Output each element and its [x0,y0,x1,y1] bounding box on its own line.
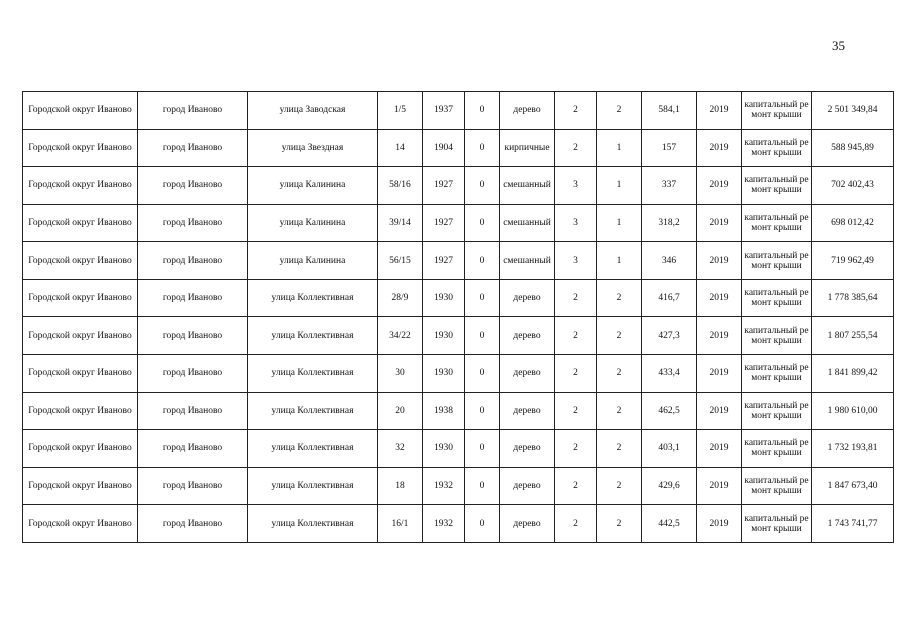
district-cell: Городской округ Иваново [23,279,138,317]
wall-material-cell: дерево [500,430,555,468]
repair-year-cell: 2019 [697,505,742,543]
district-cell: Городской округ Иваново [23,505,138,543]
table-row [23,167,894,205]
floors-cell: 3 [555,242,597,280]
city-cell: город Иваново [138,167,248,205]
city-cell: город Иваново [138,129,248,167]
zero-cell: 0 [465,279,500,317]
cost-cell: 1 778 385,64 [812,279,894,317]
area-cell: 442,5 [642,505,697,543]
city-cell: город Иваново [138,92,248,130]
district-cell: Городской округ Иваново [23,167,138,205]
street-cell: улица Калинина [248,167,378,205]
area-cell: 157 [642,129,697,167]
floors-cell: 2 [555,505,597,543]
table-row [23,505,894,543]
work-type-cell: капитальный ремонт крыши [742,392,812,430]
cost-cell: 719 962,49 [812,242,894,280]
house-number-cell: 32 [378,430,423,468]
street-cell: улица Коллективная [248,467,378,505]
district-cell: Городской округ Иваново [23,129,138,167]
zero-cell: 0 [465,392,500,430]
build-year-cell: 1937 [423,92,465,130]
floors-cell: 2 [555,430,597,468]
district-cell: Городской округ Иваново [23,430,138,468]
cost-cell: 1 980 610,00 [812,392,894,430]
district-cell: Городской округ Иваново [23,204,138,242]
wall-material-cell: дерево [500,505,555,543]
repair-year-cell: 2019 [697,430,742,468]
entrances-cell: 1 [597,204,642,242]
table-body [23,92,894,543]
repair-year-cell: 2019 [697,92,742,130]
wall-material-cell: дерево [500,355,555,393]
wall-material-cell: смешанный [500,204,555,242]
floors-cell: 3 [555,204,597,242]
repair-year-cell: 2019 [697,392,742,430]
zero-cell: 0 [465,467,500,505]
build-year-cell: 1932 [423,467,465,505]
table-row [23,392,894,430]
entrances-cell: 2 [597,355,642,393]
district-cell: Городской округ Иваново [23,317,138,355]
build-year-cell: 1927 [423,204,465,242]
wall-material-cell: дерево [500,317,555,355]
repair-year-cell: 2019 [697,317,742,355]
area-cell: 337 [642,167,697,205]
city-cell: город Иваново [138,505,248,543]
zero-cell: 0 [465,129,500,167]
build-year-cell: 1938 [423,392,465,430]
area-cell: 416,7 [642,279,697,317]
table-row [23,129,894,167]
build-year-cell: 1904 [423,129,465,167]
city-cell: город Иваново [138,317,248,355]
work-type-cell: капитальный ремонт крыши [742,167,812,205]
house-number-cell: 14 [378,129,423,167]
build-year-cell: 1932 [423,505,465,543]
street-cell: улица Коллективная [248,279,378,317]
house-number-cell: 58/16 [378,167,423,205]
cost-cell: 1 743 741,77 [812,505,894,543]
wall-material-cell: дерево [500,467,555,505]
city-cell: город Иваново [138,279,248,317]
street-cell: улица Коллективная [248,505,378,543]
page-number: 35 [832,38,845,53]
build-year-cell: 1930 [423,317,465,355]
repair-year-cell: 2019 [697,242,742,280]
street-cell: улица Калинина [248,242,378,280]
table-row [23,430,894,468]
area-cell: 462,5 [642,392,697,430]
city-cell: город Иваново [138,467,248,505]
wall-material-cell: кирпичные [500,129,555,167]
cost-cell: 588 945,89 [812,129,894,167]
house-number-cell: 34/22 [378,317,423,355]
table-row [23,92,894,130]
floors-cell: 2 [555,467,597,505]
entrances-cell: 2 [597,92,642,130]
table-row [23,317,894,355]
table-row [23,467,894,505]
entrances-cell: 2 [597,392,642,430]
area-cell: 433,4 [642,355,697,393]
area-cell: 427,3 [642,317,697,355]
city-cell: город Иваново [138,355,248,393]
house-number-cell: 28/9 [378,279,423,317]
repair-year-cell: 2019 [697,129,742,167]
build-year-cell: 1930 [423,279,465,317]
work-type-cell: капитальный ремонт крыши [742,242,812,280]
repair-year-cell: 2019 [697,467,742,505]
zero-cell: 0 [465,505,500,543]
floors-cell: 2 [555,355,597,393]
build-year-cell: 1927 [423,167,465,205]
area-cell: 429,6 [642,467,697,505]
entrances-cell: 2 [597,279,642,317]
district-cell: Городской округ Иваново [23,467,138,505]
house-number-cell: 39/14 [378,204,423,242]
street-cell: улица Коллективная [248,355,378,393]
district-cell: Городской округ Иваново [23,392,138,430]
entrances-cell: 2 [597,317,642,355]
cost-cell: 702 402,43 [812,167,894,205]
repair-year-cell: 2019 [697,355,742,393]
entrances-cell: 1 [597,129,642,167]
house-number-cell: 1/5 [378,92,423,130]
district-cell: Городской округ Иваново [23,242,138,280]
floors-cell: 2 [555,392,597,430]
cost-cell: 698 012,42 [812,204,894,242]
street-cell: улица Коллективная [248,317,378,355]
floors-cell: 2 [555,129,597,167]
street-cell: улица Коллективная [248,430,378,468]
entrances-cell: 1 [597,167,642,205]
work-type-cell: капитальный ремонт крыши [742,129,812,167]
house-number-cell: 30 [378,355,423,393]
zero-cell: 0 [465,167,500,205]
area-cell: 318,2 [642,204,697,242]
build-year-cell: 1930 [423,355,465,393]
housing-repair-table [22,91,894,543]
wall-material-cell: смешанный [500,167,555,205]
area-cell: 346 [642,242,697,280]
table-row [23,204,894,242]
district-cell: Городской округ Иваново [23,355,138,393]
build-year-cell: 1927 [423,242,465,280]
city-cell: город Иваново [138,242,248,280]
work-type-cell: капитальный ремонт крыши [742,204,812,242]
table-row [23,279,894,317]
house-number-cell: 20 [378,392,423,430]
street-cell: улица Коллективная [248,392,378,430]
table-row [23,242,894,280]
wall-material-cell: дерево [500,279,555,317]
cost-cell: 1 847 673,40 [812,467,894,505]
district-cell: Городской округ Иваново [23,92,138,130]
cost-cell: 2 501 349,84 [812,92,894,130]
work-type-cell: капитальный ремонт крыши [742,92,812,130]
work-type-cell: капитальный ремонт крыши [742,430,812,468]
floors-cell: 2 [555,279,597,317]
build-year-cell: 1930 [423,430,465,468]
work-type-cell: капитальный ремонт крыши [742,355,812,393]
table-row [23,355,894,393]
work-type-cell: капитальный ремонт крыши [742,505,812,543]
area-cell: 584,1 [642,92,697,130]
zero-cell: 0 [465,204,500,242]
work-type-cell: капитальный ремонт крыши [742,279,812,317]
entrances-cell: 1 [597,242,642,280]
repair-year-cell: 2019 [697,204,742,242]
house-number-cell: 18 [378,467,423,505]
city-cell: город Иваново [138,204,248,242]
city-cell: город Иваново [138,392,248,430]
street-cell: улица Заводская [248,92,378,130]
entrances-cell: 2 [597,505,642,543]
house-number-cell: 56/15 [378,242,423,280]
zero-cell: 0 [465,242,500,280]
street-cell: улица Калинина [248,204,378,242]
wall-material-cell: дерево [500,392,555,430]
cost-cell: 1 732 193,81 [812,430,894,468]
entrances-cell: 2 [597,430,642,468]
zero-cell: 0 [465,317,500,355]
floors-cell: 3 [555,167,597,205]
street-cell: улица Звездная [248,129,378,167]
wall-material-cell: дерево [500,92,555,130]
entrances-cell: 2 [597,467,642,505]
work-type-cell: капитальный ремонт крыши [742,317,812,355]
work-type-cell: капитальный ремонт крыши [742,467,812,505]
floors-cell: 2 [555,317,597,355]
area-cell: 403,1 [642,430,697,468]
zero-cell: 0 [465,92,500,130]
house-number-cell: 16/1 [378,505,423,543]
repair-year-cell: 2019 [697,279,742,317]
zero-cell: 0 [465,430,500,468]
repair-year-cell: 2019 [697,167,742,205]
wall-material-cell: смешанный [500,242,555,280]
cost-cell: 1 807 255,54 [812,317,894,355]
zero-cell: 0 [465,355,500,393]
cost-cell: 1 841 899,42 [812,355,894,393]
floors-cell: 2 [555,92,597,130]
city-cell: город Иваново [138,430,248,468]
